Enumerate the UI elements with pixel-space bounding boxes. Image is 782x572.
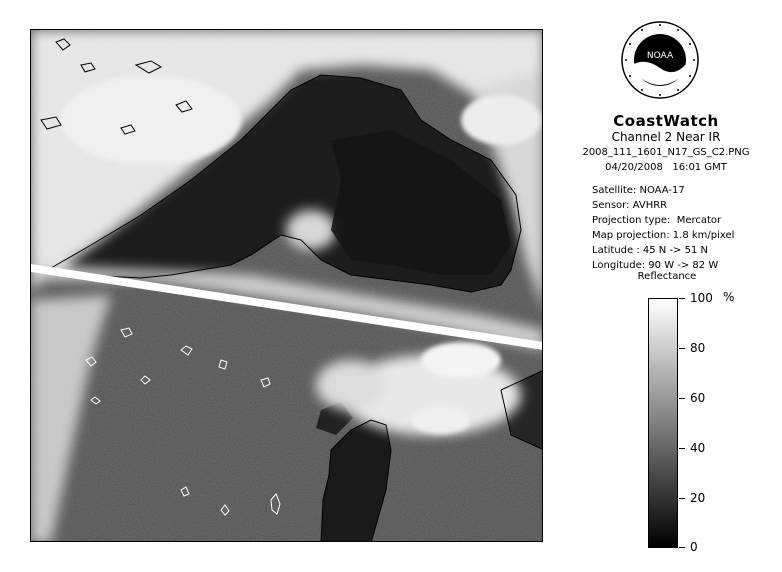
satellite-label: Satellite: NOAA-17 [592, 185, 685, 196]
legend-tick [679, 547, 685, 548]
info-panel [550, 112, 782, 175]
map-projection-label: Map projection: 1.8 km/pixel [592, 230, 735, 241]
legend-tick-label: 20 [690, 491, 706, 505]
metadata-block [592, 183, 734, 273]
legend-tick [679, 448, 685, 449]
legend-tick-label: 80 [690, 341, 706, 355]
logo-text: NOAA [646, 51, 674, 61]
noaa-logo [620, 20, 700, 100]
legend-tick-label: 100 [690, 291, 713, 305]
longitude-label: Longitude: 90 W -> 82 W [592, 260, 719, 271]
filename-label: 2008_111_1601_N17_GS_C2.PNG [582, 147, 750, 158]
satellite-image [30, 29, 543, 542]
sensor-label: Sensor: AVHRR [592, 200, 668, 211]
legend-title: Reflectance [637, 271, 697, 282]
reflectance-colorbar [648, 298, 678, 548]
legend-tick [679, 498, 685, 499]
legend-tick [679, 298, 685, 299]
legend-tick-label: 40 [690, 441, 706, 455]
legend-unit: % [723, 290, 735, 304]
legend-tick-label: 0 [690, 540, 698, 554]
channel-label: Channel 2 Near IR [611, 130, 721, 144]
product-title: CoastWatch [613, 112, 719, 130]
legend-tick [679, 348, 685, 349]
datetime-label: 04/20/2008 16:01 GMT [605, 162, 727, 173]
legend-tick-label: 60 [690, 391, 706, 405]
projection-type-label: Projection type: Mercator [592, 215, 722, 226]
legend-tick [679, 398, 685, 399]
latitude-label: Latitude : 45 N -> 51 N [592, 245, 708, 256]
